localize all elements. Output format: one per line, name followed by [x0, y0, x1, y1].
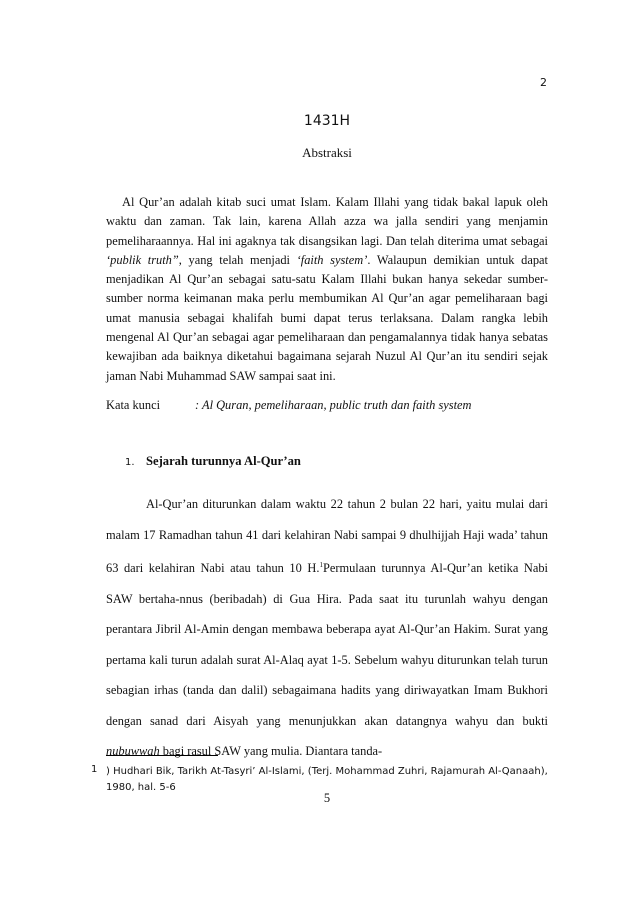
keywords-label: Kata kunci [106, 398, 161, 412]
abstract-heading: Abstraksi [302, 145, 352, 160]
body-text-2: Permulaan turunnya Al-Qur’an ketika Nabi SAW bertaha-nnus (beribadah) di Gua Hira. Pada saat itu turunlah wahyu dengan perantara Jibril Al-Amin dengan membawa beberapa ayat Al-Qur’an Hakim. Surat yang pertama kali turun adalah surat Al-Alaq ayat 1-5. Sebelum wahyu diturunkan telah turun sebagian irhas (tanda dan dalil) sebagaimana hadits yang diriwayatkan Imam Bukhori dengan sanad dari Aisyah yang menunjukkan akan datangnya wahyu dan bukti [106, 561, 548, 728]
abstract-text-3: . Walaupun demikian untuk dapat menjadikan Al Qur’an sebagai satu-satu Kalam Illahi bukan hanya sekedar sumber-sumber norma keimanan maka perlu membumikan Al Qur’an agar pemeliharaan bagi umat manusia sebagai khalifah bumi dapat terus terlaksana. Dalam rangka lebih mengenal Al Qur’an sebagai agar pemeliharaan dan pengamalannya tidak hanya sebatas kewajiban ada baiknya diketahui bagaimana sejarah Nuzul Al Qur’an itu sendiri sejak jaman Nabi Muhammad SAW sampai saat ini. [106, 252, 548, 383]
abstract-paragraph [106, 193, 548, 386]
abstract-text-2: , yang telah menjadi [178, 252, 297, 267]
footnote-text: ) Hudhari Bik, Tarikh At-Tasyri’ Al-Islami, (Terj. Mohammad Zuhri, Rajamurah Al-Qanaah), 1980, hal. 5-6 [106, 766, 548, 793]
footnote-divider [106, 755, 218, 756]
header-page-number: 2 [540, 76, 547, 89]
section-heading [125, 454, 301, 469]
footnote-number: 1 [91, 764, 98, 775]
abstract-italic-faith-system: ‘faith system’ [296, 252, 368, 267]
footnote-reference[interactable]: 1 [319, 561, 323, 569]
keywords-line [106, 398, 548, 413]
section-number: 1. [125, 457, 135, 468]
body-italic-nubuwwah: nubuwwah [106, 744, 160, 759]
document-title: 1431H [303, 113, 351, 129]
body-text-3: bagi rasul SAW yang mulia. Diantara tanda- [159, 744, 383, 759]
abstract-text-1: Al Qur’an adalah kitab suci umat Islam. Kalam Illahi yang tidak bakal lapuk oleh waktu dan zaman. Tak lain, karena Allah azza wa jalla sendiri yang menjamin pemeliharaannya. Hal ini agaknya tak disangsikan lagi. Dan telah diterima umat sebagai [106, 195, 548, 248]
footer-page-number: 5 [323, 791, 331, 805]
keywords-value: : Al Quran, pemeliharaan, public truth dan faith system [195, 398, 472, 412]
section-title: Sejarah turunnya Al-Qur’an [146, 454, 301, 468]
body-paragraph [106, 489, 548, 767]
abstract-italic-publik-truth: ‘publik truth” [106, 252, 179, 267]
body-text-1: Al-Qur’an diturunkan dalam waktu 22 tahun 2 bulan 22 hari, yaitu mulai dari malam 17 Ramadhan tahun 41 dari kelahiran Nabi sampai 9 dhulhijjah Haji wada’ tahun 63 dari kelahiran Nabi atau tahun 10 H. [106, 497, 548, 576]
abstract-full-text [0, 0, 1, 1]
